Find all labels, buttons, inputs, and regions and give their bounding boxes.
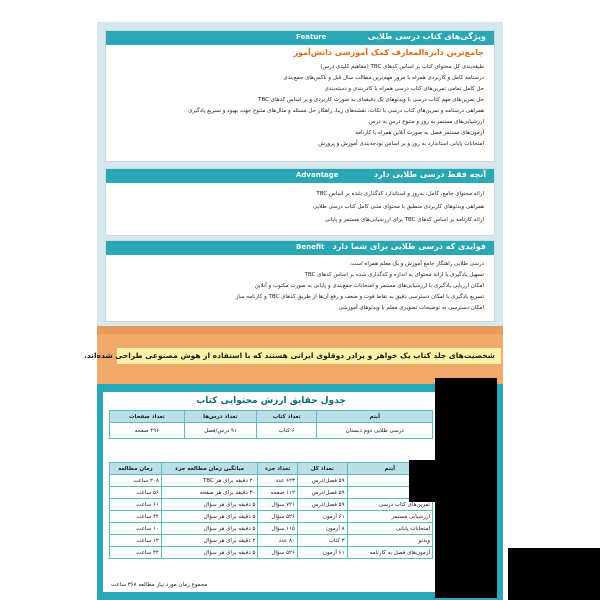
table-row bbox=[110, 511, 433, 523]
advantage-title: آنچه فقط درسی طلایی دارد bbox=[373, 170, 486, 179]
detail-cell: ویدئو bbox=[347, 535, 432, 547]
table-row bbox=[110, 547, 433, 559]
detail-cell: ۵ دقیقه برای هر سؤال bbox=[161, 499, 258, 511]
detail-cell: ارزشیابی مستمر bbox=[347, 511, 432, 523]
cover-banner bbox=[83, 334, 503, 384]
table-row bbox=[110, 423, 433, 439]
redaction-block bbox=[409, 460, 439, 502]
advantage-header bbox=[106, 169, 494, 183]
redaction-block bbox=[508, 548, 600, 600]
detail-cell: ۵۶ ساعت bbox=[110, 487, 162, 499]
detail-cell: ۴۴ ساعت bbox=[110, 511, 162, 523]
detail-header: تعداد جزء bbox=[258, 463, 298, 475]
detail-cell: ۶۲۳ عدد bbox=[258, 475, 298, 487]
detail-cell: ۱۰ ساعت bbox=[110, 523, 162, 535]
table-row bbox=[110, 499, 433, 511]
detail-cell: ۶۱ ساعت bbox=[110, 499, 162, 511]
summary-cell: درسی طلایی دوم دبستان bbox=[317, 423, 433, 439]
feature-box bbox=[105, 30, 495, 162]
detail-cell: ۱۱۵ سؤال bbox=[258, 523, 298, 535]
benefit-line: تسهیل یادگیری با ارائهٔ محتوای به اندازه و کدگذاری شده بر اساس کدهای TBC bbox=[304, 272, 484, 278]
detail-cell: ۷۲۱ سؤال bbox=[258, 499, 298, 511]
detail-cell: ۶۱ آزمون bbox=[297, 547, 347, 559]
benefit-tag: Benefit bbox=[296, 243, 325, 251]
banner-highlight bbox=[83, 348, 501, 364]
detail-cell: ۲۰ دقیقه برای هر TBC bbox=[161, 475, 258, 487]
benefit-line: تسریع یادگیری با امکان دسترسی دقیق به نقاط قوت و ضعف و رفع آن‌ها از طریق کدهای TBC و کارنامه ساز bbox=[235, 294, 484, 300]
advantage-line: ارائه کارنامه بر اساس کدهای TBC برای ارزشیابی‌های مستمر و پایانی bbox=[324, 217, 484, 223]
detail-cell: ۲۰۸ ساعت bbox=[110, 475, 162, 487]
detail-header: تعداد کل bbox=[297, 463, 347, 475]
feature-line: طبقه‌بندی کل محتوای کتاب بر اساس کدهای TBC (مفاهیم کلیدی درس) bbox=[320, 64, 484, 70]
benefit-line: امکان دسترسی به توضیحات تصویری معلم با ویدئوهای آموزشی bbox=[338, 305, 484, 311]
detail-cell: تمرین‌های کتاب درسی bbox=[347, 499, 432, 511]
feature-line: حل کامل تمامی تمرین‌های کتاب درسی همراه با کادربندی و دسته‌بندی bbox=[324, 86, 484, 92]
table-row bbox=[110, 523, 433, 535]
divider-strip bbox=[97, 326, 503, 334]
redaction-block bbox=[435, 378, 497, 598]
detail-cell: ۸ آزمون bbox=[297, 523, 347, 535]
detail-header: میانگین زمان مطالعه جزء bbox=[161, 463, 258, 475]
benefit-line: امکان ارزیابی یادگیری با ارزشیابی‌های مستمر و امتحانات جمع‌بندی و پایانی به صورت مکتوب و آنلاین bbox=[254, 283, 484, 289]
feature-line: درسنامه کامل و کاربردی همراه با مرور مهم‌ترین مطالب سال قبل و باکس‌های جمع‌بندی bbox=[283, 75, 484, 81]
feature-tag: Feature bbox=[296, 33, 327, 41]
detail-header: آیتم bbox=[347, 463, 432, 475]
advantage-tag: Advantage bbox=[296, 171, 339, 179]
detail-cell: ۵۹ فصل/درس bbox=[297, 487, 347, 499]
detail-cell: ۵۲۶ سؤال bbox=[258, 547, 298, 559]
detail-cell: ۵۹ فصل/درس bbox=[297, 499, 347, 511]
detail-cell: ۳ کتاب bbox=[297, 535, 347, 547]
detail-cell: ۵ دقیقه برای هر سؤال bbox=[161, 523, 258, 535]
detail-table bbox=[109, 462, 433, 559]
summary-header: تعداد کتاب bbox=[257, 411, 317, 423]
detail-cell: ۵۹ فصل/درس bbox=[297, 475, 347, 487]
feature-header bbox=[106, 31, 494, 45]
benefit-box bbox=[105, 240, 495, 322]
detail-cell: امتحانات پایانی bbox=[347, 523, 432, 535]
detail-cell: ۱۱۲ صفحه bbox=[258, 487, 298, 499]
feature-subtitle: جامع‌ترین دایرةالمعارف کمک آموزشی دانش‌آموز bbox=[293, 48, 484, 57]
summary-cell: ۴۹۶ صفحه bbox=[110, 423, 185, 439]
table-row bbox=[110, 535, 433, 547]
detail-cell: ۵ دقیقه برای هر سؤال bbox=[161, 511, 258, 523]
benefit-title: فوایدی که درسی طلایی برای شما دارد bbox=[332, 242, 486, 251]
detail-cell: ۲ دقیقه برای هر سؤال bbox=[161, 535, 258, 547]
banner-text: شخصیت‌های جلد کتاب یک خواهر و برادر دوقلوی ایرانی هستند که با استفاده از هوش مصنوعی طراحی شده‌اند. bbox=[83, 351, 495, 360]
feature-line: همراهی درسنامه و تمرین‌های کتاب درسی با نکات، نقشه‌های زیبا، راهکار حل مسئله و مثال‌های متنوع جهت بهبود و تسریع یادگیری bbox=[188, 108, 484, 114]
summary-header: تعداد درس‌ها bbox=[184, 411, 256, 423]
detail-cell: ۵ دقیقه برای هر سؤال bbox=[161, 547, 258, 559]
benefit-line: درسی طلایی راهنگار جامع آموزش و یک معلم همراه است. bbox=[349, 261, 484, 267]
benefit-header bbox=[106, 241, 494, 255]
summary-header: آیتم bbox=[317, 411, 433, 423]
detail-cell: آزمون‌های فصل به کارنامه bbox=[347, 547, 432, 559]
facts-card bbox=[103, 392, 439, 592]
detail-cell: ۵۲۶ سؤال bbox=[258, 511, 298, 523]
detail-cell: ۳۰ دقیقه برای هر صفحه bbox=[161, 487, 258, 499]
advantage-box bbox=[105, 168, 495, 236]
facts-table-title: جدول حقایق ارزش محتوایی کتاب bbox=[196, 396, 346, 406]
features-panel bbox=[97, 22, 503, 326]
detail-cell: ۶۱ آزمون bbox=[297, 511, 347, 523]
advantage-line: ارائه محتوای جامع، کامل، به‌روز و استاندارد کدگذاری شده بر اساس TBC bbox=[316, 191, 484, 197]
summary-table bbox=[109, 410, 433, 439]
table-row bbox=[110, 487, 433, 499]
total-study-time: مجموع زمان مورد نیاز مطالعه ۳۶۸ ساعت bbox=[111, 582, 208, 588]
feature-line: آزمون‌های مستمر فصل به صورت آنلاین همراه با کارنامه bbox=[355, 130, 484, 136]
summary-header: تعداد صفحات bbox=[110, 411, 185, 423]
advantage-line: همراهی ویدئوهای کاربردی منطبق با محتوای متنی کامل کتاب درسی طلایی bbox=[312, 204, 484, 210]
feature-title: ویژگی‌های کتاب درسی طلایی bbox=[367, 32, 486, 41]
detail-header: زمان مطالعه bbox=[110, 463, 162, 475]
feature-line: حل تمرین‌های مهم کتاب درسی با ویدئوهای یک دقیقه‌ای به صورت کاربردی و بر اساس کدهای TBC bbox=[258, 97, 484, 103]
feature-line: ارزشیابی‌های مستمر به روز و متنوع درس به درس bbox=[368, 119, 484, 125]
summary-cell: ۶ کتاب bbox=[257, 423, 317, 439]
feature-line: امتحانات پایانی استاندارد به روز و بر اساس بودجه‌بندی آموزش و پرورش bbox=[318, 141, 484, 147]
detail-cell: ۴۴ ساعت bbox=[110, 547, 162, 559]
detail-cell: ۱۲ ساعت bbox=[110, 535, 162, 547]
summary-cell: ۹۱ درس/فصل bbox=[184, 423, 256, 439]
detail-cell: ۸۰ عدد bbox=[258, 535, 298, 547]
table-row bbox=[110, 475, 433, 487]
